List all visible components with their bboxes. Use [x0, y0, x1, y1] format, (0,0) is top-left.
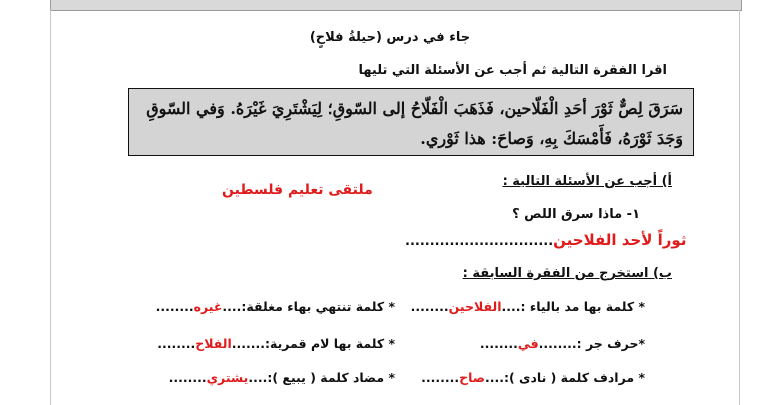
- exercise-item: [169, 370, 395, 385]
- exercise-dots: ........: [410, 299, 449, 314]
- exercise-dots: ........: [421, 370, 460, 385]
- page-border-left: [50, 10, 51, 405]
- exercise-item: [156, 299, 395, 314]
- question-1-answer: ثوراً لأحد الفلاحين: [553, 231, 687, 249]
- exercise-dots: ........: [157, 336, 196, 351]
- reading-instruction: اقرا الفقرة التالية ثم أجب عن الأسئلة التي تليها: [358, 63, 667, 78]
- exercise-answer: يشتري: [206, 370, 249, 385]
- exercise-dots: ........: [155, 299, 194, 314]
- exercise-prompt: * كلمة بها مد بالياء :....: [501, 299, 645, 314]
- top-header-bar: [50, 0, 742, 11]
- section-a-label: أ): [661, 174, 672, 189]
- exercise-prompt: * كلمة تنتهي بهاء مغلقة:....: [222, 299, 395, 314]
- exercise-prompt: * مرادف كلمة ( نادى ):....: [484, 370, 645, 385]
- exercise-item: [421, 370, 645, 385]
- question-1: ١- ماذا سرق اللص ؟: [512, 207, 640, 222]
- exercise-answer: غيره: [193, 299, 223, 314]
- exercise-answer: الفلاحين: [448, 299, 502, 314]
- exercise-answer: الفلاح: [195, 336, 232, 351]
- exercise-prompt: * مضاد كلمة ( يبيع ):....: [248, 370, 395, 385]
- section-b-label: ب): [652, 266, 672, 281]
- exercise-prompt: *حرف جر :........: [538, 336, 645, 351]
- section-b-title: استخرج من الفقرة السابقة :: [462, 266, 649, 281]
- exercise-dots: ........: [479, 336, 518, 351]
- exercise-item: [411, 299, 645, 314]
- exercise-dots: ........: [168, 370, 207, 385]
- exercise-item: [157, 336, 395, 351]
- reading-passage: سَرَقَ لِصٌّ ثَوْرَ أحَدِ الْفَلّاحين، فَذَهَبَ الْفَلّاحُ إلى السّوقِ؛ لِيَشْتَرِيَ غَيْرَهُ. وَفي السّوقِ وَجَدَ ثَوْرَهُ، فَأَمْسَكَ بِهِ، وَصاحَ: هذا ثَوْري.: [128, 88, 694, 156]
- section-a-title: أجب عن الأسئلة التالية :: [502, 174, 658, 189]
- page-border-right: [739, 10, 740, 405]
- answer-dots: ..............................: [405, 234, 554, 249]
- lesson-title: جاء في درس (حيلةُ فلاحٍ): [309, 30, 471, 45]
- section-b-heading: [463, 266, 672, 281]
- watermark-text: ملتقى تعليم فلسطين: [222, 182, 373, 198]
- exercise-item: [480, 336, 645, 351]
- section-a-heading: [503, 174, 672, 189]
- exercise-answer: صاح: [459, 370, 485, 385]
- question-1-answer-line: [405, 231, 686, 249]
- exercise-prompt: * كلمة بها لام قمرية:.......: [231, 336, 395, 351]
- exercise-answer: في: [517, 336, 539, 351]
